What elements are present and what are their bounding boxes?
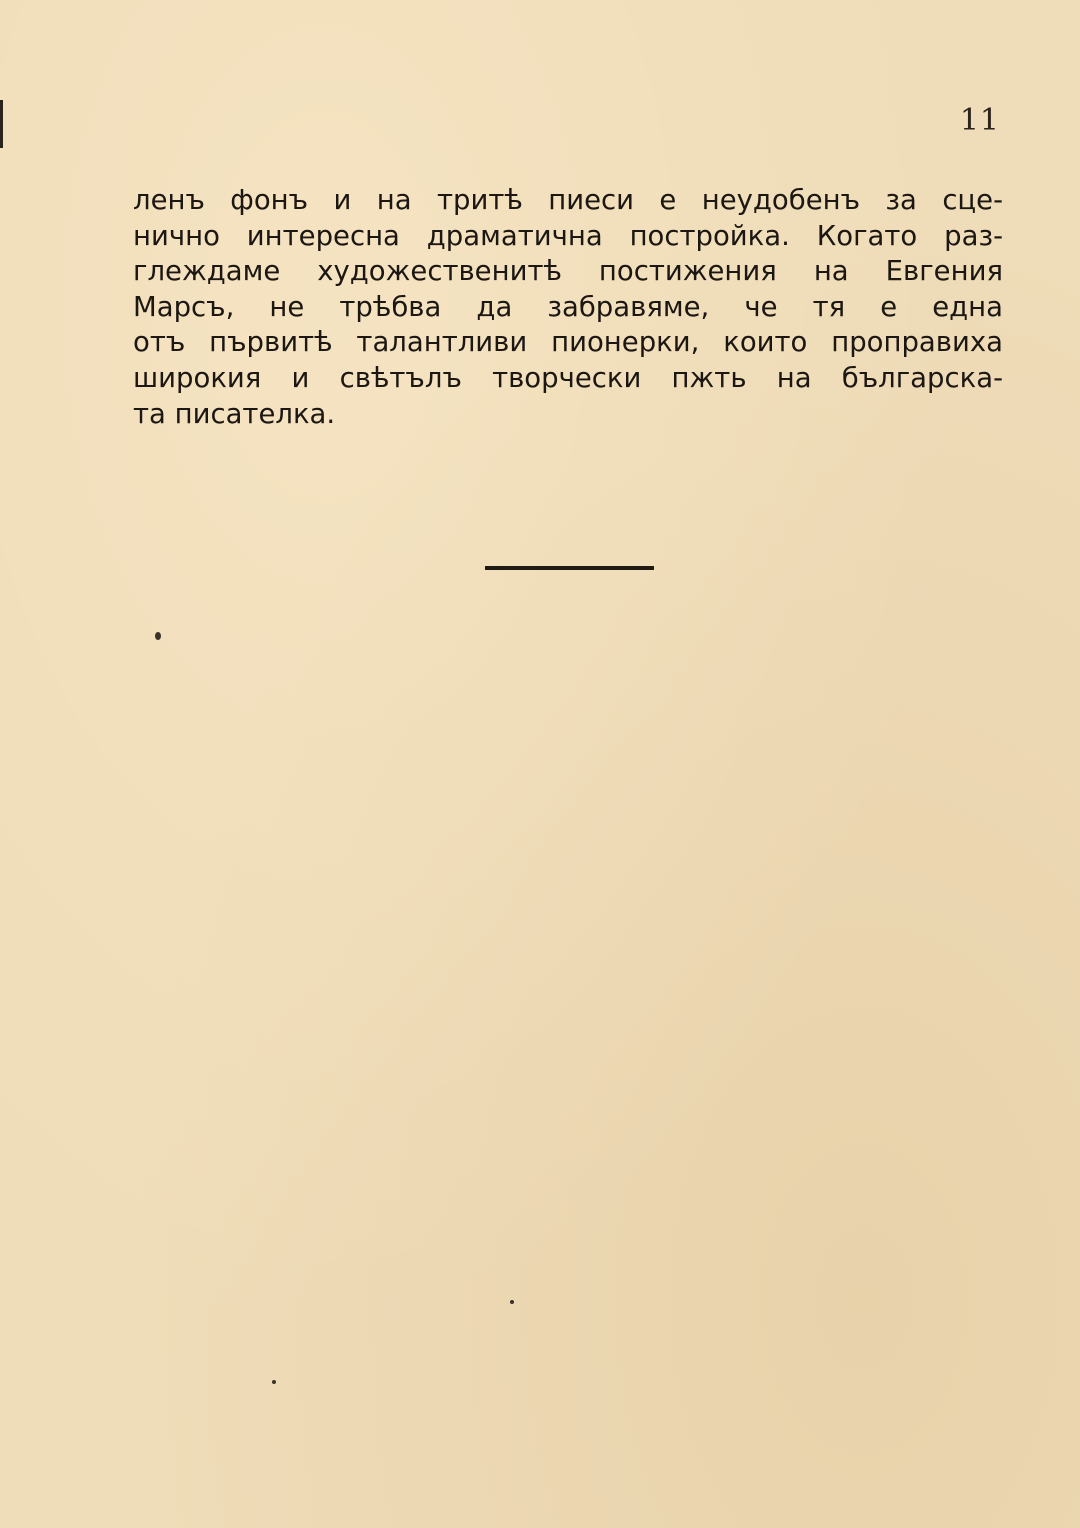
paper-speck [272,1380,276,1384]
text-line: глеждаме художественитѣ постижения на Евгения [133,255,1003,288]
paper-speck [510,1300,514,1304]
page-edge-mark [0,100,3,148]
text-line: та писателка. [133,397,336,430]
paper-speck [155,632,161,640]
text-line: нично интересна драматична постройка. Когато раз- [133,219,1003,252]
text-line: широкия и свѣтълъ творчески пжть на българска- [133,361,1003,394]
body-paragraph [133,183,1003,432]
section-separator [485,566,654,570]
page-number: 11 [959,103,1000,138]
text-line: Марсъ, не трѣбва да забравяме, че тя е една [133,290,1003,323]
text-line: отъ първитѣ талантливи пионерки, които проправиха [133,326,1003,359]
text-line: ленъ фонъ и на тритѣ пиеси е неудобенъ за сце- [133,184,1003,216]
